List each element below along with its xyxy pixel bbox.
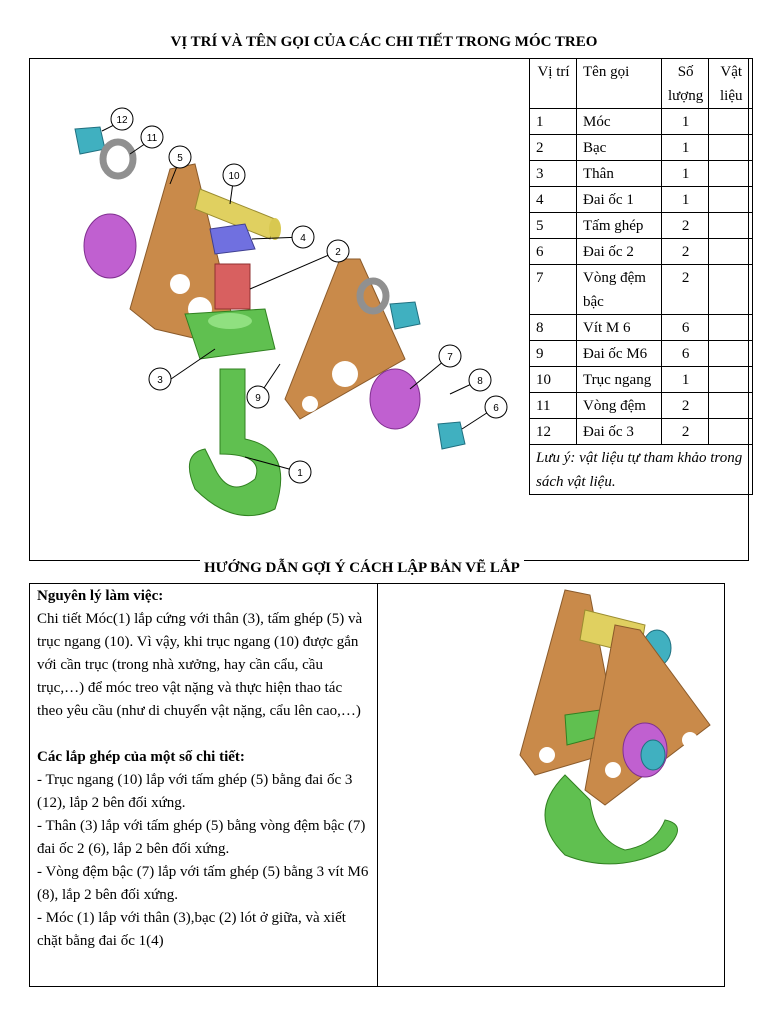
assembly-item: - Vòng đệm bậc (7) lắp với tấm ghép (5) bằng 3 vít M6 (8), lắp 2 bên đối xứng. (37, 864, 369, 903)
table-row: 12 Đai ốc 3 2 (530, 419, 753, 445)
plate-hole (170, 274, 190, 294)
assembly-item: - Trục ngang (10) lắp với tấm ghép (5) bằng đai ốc 3 (12), lắp 2 bên đối xứng. (37, 772, 353, 811)
callout-12: 12 (116, 115, 128, 126)
page-title: VỊ TRÍ VÀ TÊN GỌI CỦA CÁC CHI TIẾT TRONG MÓC TREO (170, 34, 598, 50)
table-row: 3 Thân 1 (530, 161, 753, 187)
washer-shape (103, 142, 133, 176)
flange-right-shape (370, 369, 420, 429)
assembly-item: - Móc (1) lắp với thân (3),bạc (2) lót ở giữa, và xiết chặt bằng đai ốc 1(4) (37, 910, 346, 949)
plate-hole (332, 361, 358, 387)
callout-2: 2 (335, 247, 341, 258)
heading-working-principle: Nguyên lý làm việc: (37, 588, 164, 604)
table-row: 8 Vít M 6 6 (530, 315, 753, 341)
table-row: 10 Trục ngang 1 (530, 367, 753, 393)
nut-6-shape (438, 422, 465, 449)
callout-9: 9 (255, 393, 261, 404)
callout-8: 8 (477, 376, 483, 387)
plate-hole (605, 762, 621, 778)
material-note: Lưu ý: vật liệu tự tham khảo trong sách vật liệu. (530, 445, 753, 495)
callout-10: 10 (228, 171, 240, 182)
nut-shape (641, 740, 665, 770)
nut-12-shape (75, 127, 105, 154)
table-row: 5 Tấm ghép 2 (530, 213, 753, 239)
table-header-row (530, 59, 753, 109)
callout-1: 1 (297, 468, 303, 479)
callout-5: 5 (177, 153, 183, 164)
shaft-end (269, 218, 281, 240)
header-name: Tên gọi (577, 59, 662, 109)
section-title: HƯỚNG DẪN GỢI Ý CÁCH LẬP BẢN VẼ LẮP (200, 560, 524, 577)
exploded-view-illustration (30, 59, 530, 560)
table-row: 11 Vòng đệm 2 (530, 393, 753, 419)
table-row: 1 Móc 1 (530, 109, 753, 135)
plate-hole (302, 396, 318, 412)
callout-3: 3 (157, 375, 163, 386)
callout-4: 4 (300, 233, 306, 244)
table-row: 9 Đai ốc M6 6 (530, 341, 753, 367)
parts-table (529, 58, 753, 495)
callout-7: 7 (447, 352, 453, 363)
plate-hole (539, 747, 555, 763)
table-row: 4 Đai ốc 1 1 (530, 187, 753, 213)
table-row: 6 Đai ốc 2 2 (530, 239, 753, 265)
callout-6: 6 (493, 403, 499, 414)
paragraph-working-principle: Chi tiết Móc(1) lắp cứng với thân (3), tấm ghép (5) và trục ngang (10). Vì vậy, khi trục ngang (10) được gắn với cần trục (trong nhà xưởng, hay cần cẩu, cầu trục,…) để móc treo vật nặng và thực hiện thao tác theo yêu cầu (như di chuyển vật nặng, cẩu lên cao,…) (37, 611, 363, 719)
table-row: 2 Bạc 1 (530, 135, 753, 161)
flange-left-shape (84, 214, 136, 278)
header-qty: Số lượng (662, 59, 709, 109)
nut-12-shape (390, 302, 420, 329)
plate-hole (682, 732, 698, 748)
plate-front-shape (585, 625, 710, 805)
heading-assembly: Các lắp ghép của một số chi tiết: (37, 749, 245, 765)
header-mat: Vật liệu (709, 59, 753, 109)
assembled-view-illustration (505, 585, 725, 875)
header-pos: Vị trí (530, 59, 577, 109)
body-bore (208, 313, 252, 329)
table-note-row (530, 445, 753, 495)
guide-text (29, 583, 378, 987)
assembly-item: - Thân (3) lắp với tấm ghép (5) bằng vòng đệm bậc (7) đai ốc 2 (6), lắp 2 bên đối xứng. (37, 818, 366, 857)
bushing-shape (215, 264, 250, 309)
table-row: 7 Vòng đệm bậc 2 (530, 265, 753, 315)
callout-11: 11 (146, 133, 158, 144)
